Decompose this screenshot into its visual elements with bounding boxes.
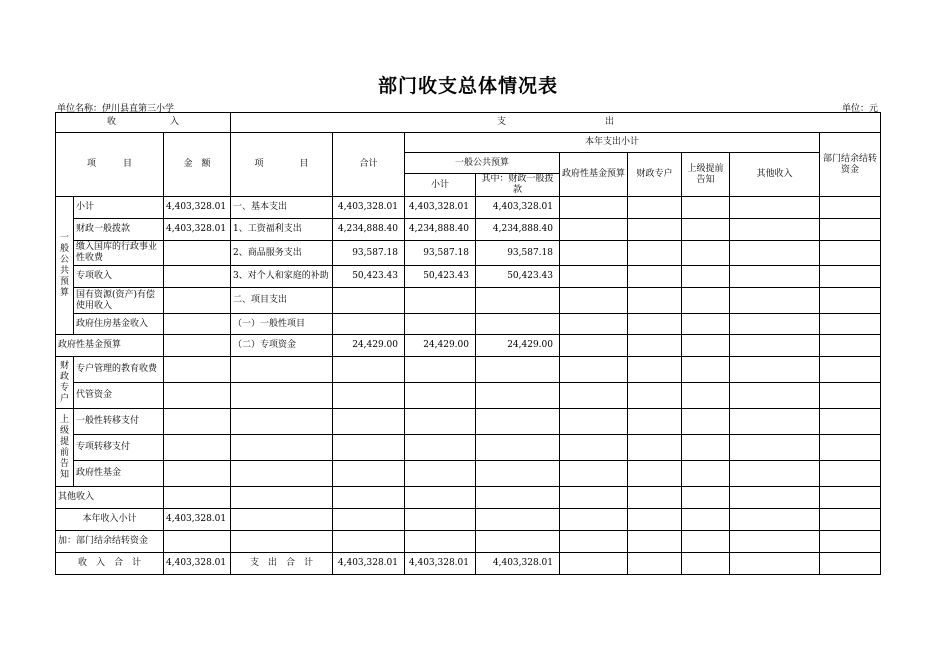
expense-total: 4,403,328.01 [333, 197, 405, 219]
income-amount [164, 487, 231, 509]
table-row [56, 219, 881, 241]
income-item: 缴入国库的行政事业性收费 [74, 241, 164, 266]
expense-subtotal [405, 383, 476, 409]
expense-item: （一）一般性项目 [231, 314, 333, 335]
table-row [56, 197, 881, 219]
header-expense-item: 项 目 [231, 133, 333, 197]
header-other-income: 其他收入 [730, 153, 820, 197]
table-row [56, 383, 881, 409]
expense-fin [476, 314, 560, 335]
unit-name: 单位名称：伊川县直第三小学 [57, 104, 175, 114]
table-row [56, 357, 881, 383]
expense-total [333, 461, 405, 487]
expense-total [333, 409, 405, 435]
table-row [56, 266, 881, 288]
expense-total [333, 288, 405, 314]
income-item: 国有资源(资产)有偿使用收入 [74, 288, 164, 314]
expense-fin: 50,423.43 [476, 266, 560, 288]
expense-item [231, 409, 333, 435]
expense-item [231, 461, 333, 487]
table-row [56, 409, 881, 435]
expense-item: 二、项目支出 [231, 288, 333, 314]
income-item: 财政一般拨款 [74, 219, 164, 241]
header-carryover: 部门结余结转资金 [820, 133, 881, 197]
expense-total [333, 383, 405, 409]
income-item: 政府性基金预算 [56, 335, 164, 357]
income-item: 代管资金 [74, 383, 164, 409]
table-row [56, 314, 881, 335]
expense-fin: 4,403,328.01 [476, 197, 560, 219]
header-amount: 金 额 [164, 133, 231, 197]
expense-fin [476, 509, 560, 531]
expense-total [333, 435, 405, 461]
expense-subtotal [405, 409, 476, 435]
expense-item: 1、工资福利支出 [231, 219, 333, 241]
income-item: 小计 [74, 197, 164, 219]
expense-subtotal [405, 435, 476, 461]
expense-subtotal [405, 357, 476, 383]
expense-total: 4,234,888.40 [333, 219, 405, 241]
expense-item: 3、对个人和家庭的补助 [231, 266, 333, 288]
group-superior: 上级提前告知 [56, 409, 74, 487]
header-expense: 支 出 [231, 113, 881, 133]
page-title: 部门收支总体情况表 [377, 75, 558, 97]
income-item: 本年收入小计 [56, 509, 164, 531]
income-item: 专项收入 [74, 266, 164, 288]
expense-total-label: 支 出 合 计 [231, 553, 333, 575]
expense-subtotal: 93,587.18 [405, 241, 476, 266]
expense-subtotal: 4,403,328.01 [405, 553, 476, 575]
income-item: 政府性基金 [74, 461, 164, 487]
header-current-subtotal: 本年支出小计 [405, 133, 820, 153]
expense-fin [476, 531, 560, 553]
table-row [56, 487, 881, 509]
group-general-public: 一般公共预算 [56, 197, 74, 335]
expense-subtotal [405, 288, 476, 314]
header-total: 合计 [333, 133, 405, 197]
income-item: 政府住房基金收入 [74, 314, 164, 335]
expense-fin [476, 288, 560, 314]
income-amount [164, 435, 231, 461]
income-amount [164, 357, 231, 383]
expense-fin [476, 461, 560, 487]
expense-total [333, 314, 405, 335]
expense-total [333, 487, 405, 509]
table-row [56, 288, 881, 314]
income-amount [164, 335, 231, 357]
expense-item: 2、商品服务支出 [231, 241, 333, 266]
income-item: 一般性转移支付 [74, 409, 164, 435]
income-amount [164, 461, 231, 487]
expense-fin [476, 487, 560, 509]
expense-total [333, 509, 405, 531]
expense-total: 4,403,328.01 [333, 553, 405, 575]
income-amount [164, 531, 231, 553]
expense-total: 93,587.18 [333, 241, 405, 266]
expense-subtotal [405, 461, 476, 487]
expense-item [231, 357, 333, 383]
expense-item [231, 487, 333, 509]
expense-item: 一、基本支出 [231, 197, 333, 219]
expense-total [333, 531, 405, 553]
table-row [56, 461, 881, 487]
header-subtotal: 小计 [405, 174, 476, 197]
table-row [56, 241, 881, 266]
expense-subtotal: 4,234,888.40 [405, 219, 476, 241]
expense-fin [476, 357, 560, 383]
table-row [56, 509, 881, 531]
header-general-budget: 一般公共预算 [405, 153, 560, 174]
expense-item [231, 435, 333, 461]
header-gov-fund: 政府性基金预算 [560, 153, 628, 197]
header-fiscal-special: 财政专户 [628, 153, 682, 197]
income-item: 加：部门结余结转资金 [56, 531, 164, 553]
income-item: 专户管理的教育收费 [74, 357, 164, 383]
table-row [56, 435, 881, 461]
income-amount [164, 241, 231, 266]
income-amount: 4,403,328.01 [164, 509, 231, 531]
header-income: 收 入 [56, 113, 231, 133]
expense-total: 50,423.43 [333, 266, 405, 288]
expense-subtotal: 4,403,328.01 [405, 197, 476, 219]
expense-total: 24,429.00 [333, 335, 405, 357]
expense-fin: 4,403,328.01 [476, 553, 560, 575]
income-amount: 4,403,328.01 [164, 197, 231, 219]
header-of-which: 其中：财政一般拨款 [476, 174, 560, 197]
expense-subtotal [405, 531, 476, 553]
expense-fin: 4,234,888.40 [476, 219, 560, 241]
table-row-total [56, 553, 881, 575]
income-item: 专项转移支付 [74, 435, 164, 461]
expense-subtotal [405, 314, 476, 335]
expense-item [231, 531, 333, 553]
expense-subtotal: 50,423.43 [405, 266, 476, 288]
expense-fin [476, 383, 560, 409]
expense-fin [476, 409, 560, 435]
income-amount [164, 409, 231, 435]
expense-item: （二）专项资金 [231, 335, 333, 357]
income-item: 其他收入 [56, 487, 164, 509]
expense-subtotal [405, 509, 476, 531]
income-total-label: 收 入 合 计 [56, 553, 164, 575]
unit-currency: 单位：元 [841, 104, 878, 114]
expense-total [333, 357, 405, 383]
header-superior-notice: 上级提前告知 [682, 153, 730, 197]
table-row [56, 335, 881, 357]
expense-item [231, 509, 333, 531]
income-expense-table [55, 112, 881, 575]
group-fiscal-account: 财政专户 [56, 357, 74, 409]
expense-fin [476, 435, 560, 461]
income-amount [164, 314, 231, 335]
income-amount [164, 383, 231, 409]
header-income-item: 项 目 [56, 133, 164, 197]
table-row [56, 531, 881, 553]
expense-fin: 93,587.18 [476, 241, 560, 266]
income-total-amount: 4,403,328.01 [164, 553, 231, 575]
income-amount: 4,403,328.01 [164, 219, 231, 241]
expense-fin: 24,429.00 [476, 335, 560, 357]
expense-item [231, 383, 333, 409]
income-amount [164, 288, 231, 314]
income-amount [164, 266, 231, 288]
expense-subtotal: 24,429.00 [405, 335, 476, 357]
expense-subtotal [405, 487, 476, 509]
